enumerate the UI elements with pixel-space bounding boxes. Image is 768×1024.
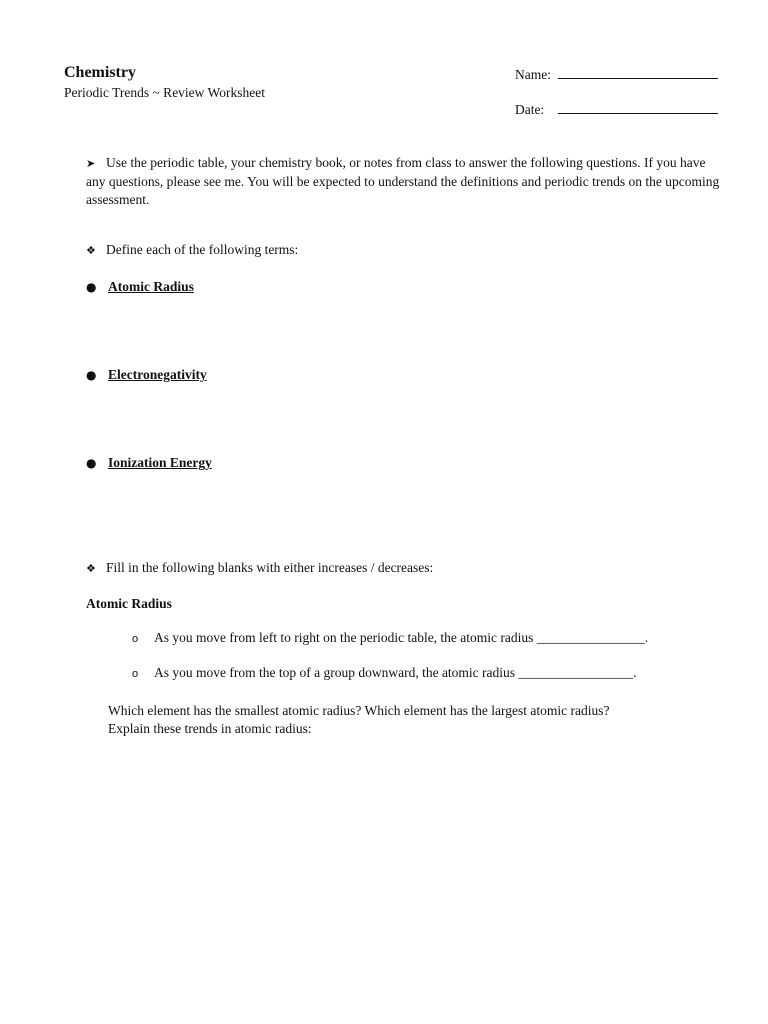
define-instruction-text: Define each of the following terms:: [106, 242, 299, 257]
fill-instruction-text: Fill in the following blanks with either increases / decreases:: [106, 560, 434, 575]
term-item-electronegativity: [86, 367, 207, 383]
term-item-atomic-radius: [86, 279, 194, 295]
term-label: Atomic Radius: [108, 279, 194, 294]
date-field: [515, 101, 718, 118]
instructions-text: Use the periodic table, your chemistry book, or notes from class to answer the following questions. If you have any questions, please see me. You will be expected to understand the definitions and periodic trends on the upcoming assessment.: [86, 155, 720, 207]
fill-item-top-to-bottom: [132, 665, 637, 681]
bullet-icon: ●: [86, 368, 97, 382]
answer-blank: ________________: [536, 630, 645, 645]
term-item-ionization-energy: [86, 455, 212, 471]
term-label: Ionization Energy: [108, 455, 212, 470]
worksheet-subtitle: Periodic Trends ~ Review Worksheet: [64, 85, 265, 100]
name-label: Name:: [515, 67, 551, 82]
name-blank-line: [558, 66, 718, 79]
name-field: [515, 66, 718, 83]
term-label: Electronegativity: [108, 367, 207, 382]
atomic-radius-question: [108, 702, 708, 738]
fill-item-left-to-right: [132, 630, 648, 646]
date-label: Date:: [515, 102, 545, 117]
arrowhead-bullet-icon: ➤: [86, 157, 96, 170]
answer-blank: _________________: [518, 665, 634, 680]
question-line: Which element has the smallest atomic radius? Which element has the largest atomic radius?: [108, 703, 610, 718]
fill-item-text: As you move from the top of a group downward, the atomic radius: [154, 665, 516, 680]
atomic-radius-subheading: Atomic Radius: [86, 596, 172, 611]
hollow-circle-bullet-icon: o: [132, 633, 139, 645]
bullet-icon: ●: [86, 456, 97, 470]
date-blank-line: [558, 101, 718, 114]
fill-item-text: As you move from left to right on the periodic table, the atomic radius: [154, 630, 534, 645]
fill-item-end: .: [633, 665, 637, 680]
fill-item-end: .: [644, 630, 649, 645]
diamond-bullet-icon: ❖: [86, 244, 96, 257]
bullet-icon: ●: [86, 280, 97, 294]
fill-instruction: [86, 560, 433, 576]
hollow-circle-bullet-icon: o: [132, 668, 139, 680]
question-line: Explain these trends in atomic radius:: [108, 721, 312, 736]
instructions-paragraph: [86, 154, 726, 209]
define-instruction: [86, 242, 298, 258]
diamond-bullet-icon: ❖: [86, 562, 96, 575]
worksheet-subject-title: Chemistry: [64, 64, 136, 81]
